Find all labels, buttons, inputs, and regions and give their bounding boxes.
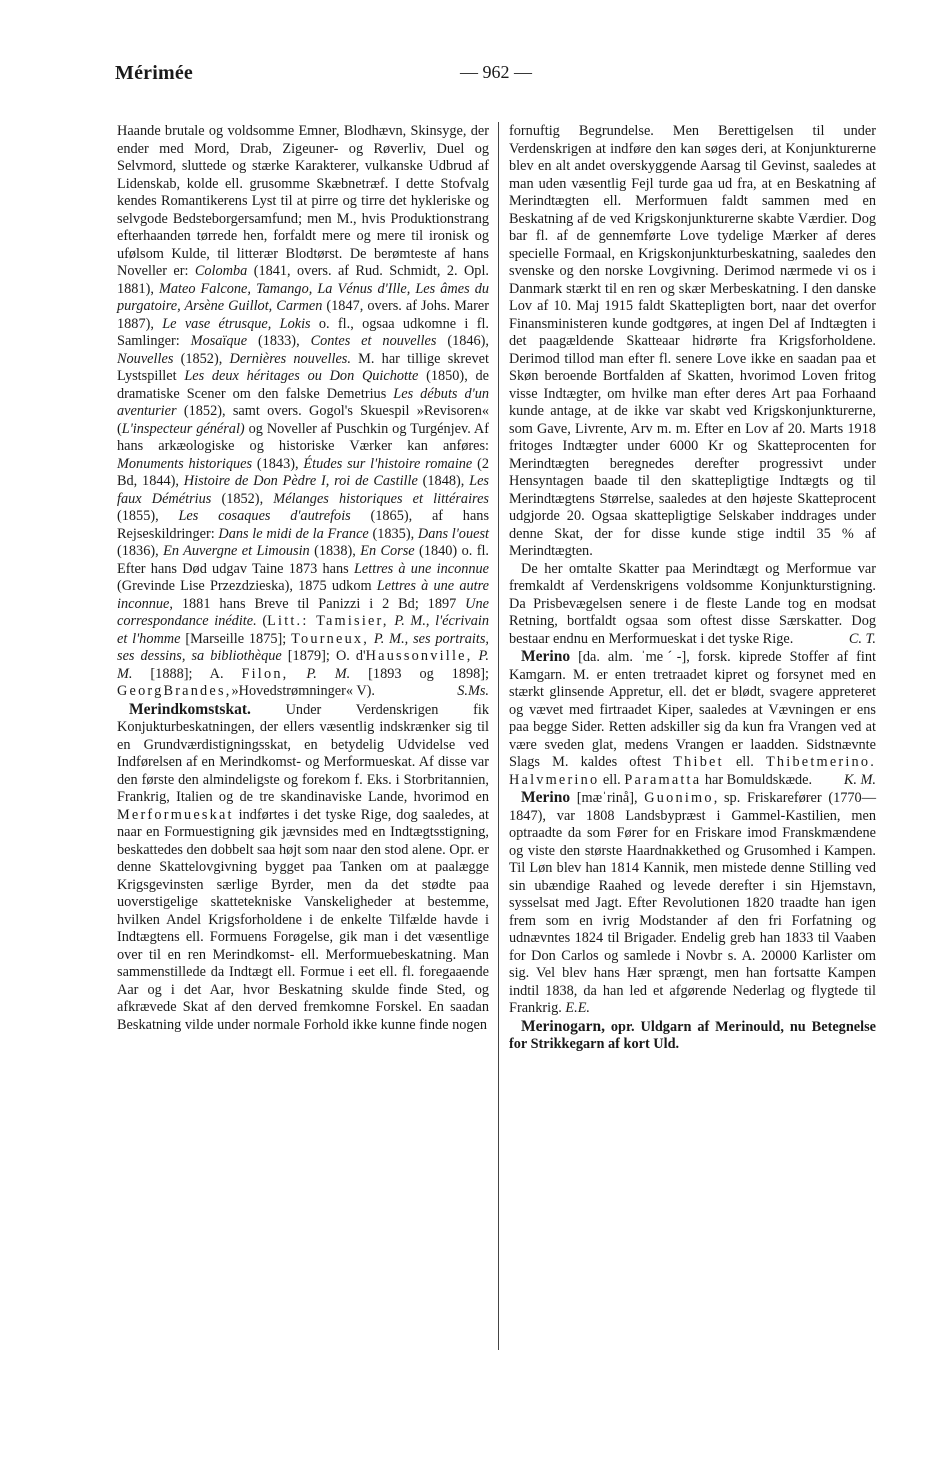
text: (1852), [211,490,274,507]
text: , sp. Friskarefører (1770—1847), var 1808 Landsbypræst i Gammel-Kastilien, men optraadte da som Fører for en Friskare imod Franskmændene og viste den største Haardnakkethed og Grusomhed i Kampen. Til Løn blev han 1814 Kannik, men mistede denne Stilling ved sin ubændige Raahed og levede derefter i sin Hjemstavn, sysselsat med Jagt. Efter Revolutionen 1820 traadte han igen frem som en ivrig Modstander af den fri Forfatning og udnævntes 1824 til Brigader. Endelig greb han 1833 til Vaaben for Don Carlos og samlede i Novbr s. A. 20000 Karlister om sig. Vel blev hans Hær sprængt, men han fortsatte Kampen indtil 1838, da han led et afgørende Nederlag og flygtede til Frankrig. [509,790,876,1016]
text: (1843), [252,455,304,472]
entry-headword: Merinogarn, [521,1017,605,1035]
text: (1848), [417,473,470,489]
text: (1841, overs. af Rud. Schmidt, 2. Opl. 1881), [117,263,489,297]
work-title: Colomba [194,263,248,279]
spaced-term: Thibetmerino. [766,754,876,770]
spaced-term: Thibet [673,754,724,770]
text: ell. [599,771,625,788]
spaced-name: Guonimo [644,790,714,806]
page-number: — 962 — [460,62,532,82]
entry-merino-fabric [509,648,876,789]
work-title: P. M., ses portraits, ses dessins, sa bibliothèque [117,630,490,664]
entry-headword: Merino [521,789,571,806]
work-title: Nouvelles [117,350,174,367]
spaced-name: GeorgBrandes, [117,683,232,699]
work-title: Les faux Démétrius [117,473,489,507]
work-title: Mélanges historiques et littéraires [273,490,489,507]
work-title: En Auvergne et Limousin [163,543,310,559]
text: [1893 og 1898]; [350,665,490,682]
text: (1840) o. fl. Efter hans Død udgav Taine 1873 hans [117,543,489,577]
text: opr. Uldgarn af Merinould, nu Betegnelse for Strikkegarn af kort Uld. [509,1018,876,1052]
entry-merinogarn [509,1018,876,1054]
work-title: Dernières nouvelles. [229,350,351,367]
work-title: Une correspondance inédite. [117,595,489,629]
work-title: Les débuts d'un aventurier [117,385,490,419]
spaced-term: Paramatta [624,771,702,788]
work-title: P. M., l'écrivain et l'homme [117,613,489,647]
text: [mæˈrinå], [570,790,645,806]
text: (1833), [247,333,311,349]
work-title: Dans le midi de la France [218,525,369,542]
spaced-name: Tourneux, [291,630,370,647]
text: ell. [723,754,766,770]
work-title: Lettres à une autre inconnue [117,578,489,612]
entry-merimee-continuation [117,123,489,701]
text: indførtes i det tyske Rige, dog saaledes, at naar en Formuestigning gik jævnsides med en Indtægtsstigning, beskattedes den dobbelt saa højt som naar den stod alene. Opr. er denne Skattelovgivning bygget paa Tanken om at paalægge Krigsgevinsten særlige Byrder, men da det stødte paa uoverstigelige skattetekniske Vanskeligheder at bestemme, hvilken Andel Krigsforholdene i de enkelte Tilfælde havde i Indtægtens ell. Formuens Forøgelse, gik man i det væsentlige over til en ren Merindkomst- ell. Merformuebeskatning. Man sammenstillede da Indtægt ell. Formue i eet ell. fl. foregaaende Aar og i det Aar, hvor Beskatning skulde finde Sted, og afkrævede Skat af den derved fremkomne Forskel. En saadan Beskatning vilde under normale Forhold ikke kunne finde nogen [117,806,490,1033]
page-header [115,62,877,90]
text: (1835), [368,525,418,542]
text: »Hovedstrømninger« V). [231,683,375,699]
work-title: Contes et nouvelles [310,333,437,349]
entry-headword: Merindkomstskat. [129,700,251,718]
author-signature: C. T. [848,630,876,647]
work-title: Le vase étrusque, Lokis [162,315,311,332]
work-title: Dans l'ouest [417,525,489,542]
author-signature: K. M. [843,771,876,788]
work-title: P. M. [117,648,489,682]
text: (1852), [173,350,230,367]
work-title: En Corse [360,543,415,559]
text: har Bomuldskæde. [701,771,813,788]
text: (1838), [309,543,361,559]
work-title: Les cosaques d'autrefois [178,508,351,524]
work-title: Mateo Falcone, Tamango, La Vénus d'Ille, Les âmes du purgatoire, Arsène Guillot, Carmen [117,280,489,314]
work-title: Monuments historiques [117,455,253,472]
text: ( [256,613,268,629]
text: [1879]; O. d' [281,648,366,664]
work-title: Mosaïque [190,333,248,349]
text: [da. alm. ˈmeˊ-], forsk. kiprede Stoffer af fint Kamgarn. M. er enten tretraadet kipret og forsynet med en stærkt glinsende Appretur, ell. det er blødt, svagere appreteret og vævet med firtraadet Kiper, saaledes at Vævningen er ens paa begge Sider. Retten adskiller sig da kun fra Vrangen ved at være sveden glat, medens Vrangen er laadden. Sidstnævnte Slags M. kaldes oftest [509,649,876,770]
author-signature: S.Ms. [457,683,489,699]
text: og Noveller af Puschkin og Turgénjev. Af hans arkæologiske og historiske Værker kan anføres: [117,420,490,454]
author-signature: E.E. [565,1000,591,1016]
right-column [509,123,876,1054]
running-head-title: Mérimée [115,62,194,84]
text: (1850), de dramatiske Scener om den falske Demetrius [117,368,489,402]
work-title: Études sur l'histoire romaine [303,455,473,472]
text: (1855), [117,508,179,524]
text: (1847, overs. af Johs. Marer 1887), [117,298,489,332]
text: M. har tillige skrevet Lystspillet [117,350,489,384]
entry-merindkomstskat-continuation: fornuftig Begrundelse. Men Berettigelsen til under Verdenskrigen at indføre den kan søges deri, at Konjunkturerne blev en alt andet overskyggende Aarsag til Gevinst, saaledes at man uden væsentlig Fejl turde gaa ud fra, at en Beskatning af Merindtægten ell. Merformuen faldt sammen med en Beskatning af de ved Krigskonjunkturerne skabte Værdier. Dog bar fl. af de gennemførte Love tydelige Mærker af deres specielle Formaal, en Krigskonjunkturbeskatning, saaledes den svenske og den norske Lovgivning. Derimod nærmede vi os i Danmark stærkt til en ren og skær Merbeskatning. I den danske Lov af 10. Maj 1915 faldt Skattepligten bort, naar det overfor Finansministeren kunde godtgøres, at ingen Del af Indtægten i det paagældende Skatteaar hidrørte fra Krigsforholdene. Derimod tillod man efter fl. senere Love ikke en saadan paa et Skøn beroende Bortfalden af Skatten, hvorimod Loven fritog visse Indtægter, om hvilke man efter deres Art paa Forhaand kunde antage, at de ikke var skabt ved Krigskonjunkturerne, som Gave, Livrente, Arv m. m. Efter en Lov af 20. Marts 1918 fritoges Indtægter under 6000 Kr og Skatteprocenten for Merindtægten beregnedes derefter progressivt under Hensyntagen baade til den skattepligtige Indtægts og til Merindtægtens Størrelse, saaledes at den højeste Skatteprocent udgjorde 20. Ogsaa skattepligtige Selskaber inddrages under denne Skat, der for disse kunde stige indtil 35 % af Merindtægten. [509,123,876,559]
text: Haande brutale og voldsomme Emner, Blodhævn, Skinsyge, der ender med Mord, Drab, Zigeuner- og Røverliv, Duel og Selvmord, sluttede og stærke Karakterer, vulkanske Udbrud af Lidenskab, kolde ell. grusomme Skæbnetræf. I dette Stofvalg kendes Romantikerens Lyst til at pirre og tirre det hykleriske og selvgode Bedsteborgersamfund; men M., hvis Produktionstrang efterhaanden tørrede hen, forfaldt mere og mere til ironisk og ufølsom Kulde, til litterær Blodtørst. De berømteste af hans Noveller er: [117,123,489,279]
work-title: Lettres à une inconnue [353,560,490,577]
text: (1836), [117,543,164,559]
text: [Marseille 1875]; [180,630,292,647]
text: , 1881 hans Breve til Panizzi i 2 Bd; 1897 [169,595,466,612]
entry-merindkomstskat-paragraph [509,561,876,649]
text: (1852), samt overs. Gogol's Skuespil »Revisoren« ( [117,403,489,437]
work-title: L'inspecteur général) [121,420,245,437]
text: [1888]; A. [132,665,242,682]
entry-headword: Merino [521,648,571,665]
text: (Grevinde Lise Przezdzieska), 1875 udkom [117,578,377,594]
text: Under Verdenskrigen fik Konjukturbeskatningen, der ellers væsentlig indskrænker sig til en Grundværdistigningsskat, en betydelig Udvidelse ved Indførelsen af en Merindkomst- og Merformueskat. Af disse var den første den almindeligste og forekom f. Eks. i Storbritannien, Frankrig, Italien og de tre skandinaviske Lande, hvorimod en [117,701,489,805]
entry-merindkomstskat [117,701,489,1035]
spaced-term: Merformueskat [117,806,234,823]
text: (1846), [436,333,490,349]
spaced-name: Litt.: Tamisier, [267,613,389,629]
spaced-name: Filon, [241,665,289,682]
work-title: Histoire de Don Pèdre I, roi de Castille [183,473,418,489]
text: De her omtalte Skatter paa Merindtægt og Merformue var fremkaldt af Verdenskrigens voldsomme Konjunkturstigning. Da Prisbevægelsen senere i de fleste Lande tog en modsat Retning, bortfaldt ogsaa som oftest disse Særskatter. Dog bestaar endnu en Merformueskat i det tyske Rige. [509,560,876,647]
work-title: Les deux héritages ou Don Quichotte [184,368,419,384]
entry-merino-person [509,789,876,1018]
spaced-name: Haussonville, [365,648,473,664]
text: o. fl., ogsaa udkomne i fl. Samlinger: [117,315,490,349]
text: (1865), af hans Rejseskildringer: [117,508,490,542]
work-title: P. M. [288,665,351,682]
spaced-term: Halvmerino [509,771,600,788]
text: (2 Bd, 1844), [117,455,490,489]
column-divider [498,122,499,1350]
left-column [117,123,489,1034]
